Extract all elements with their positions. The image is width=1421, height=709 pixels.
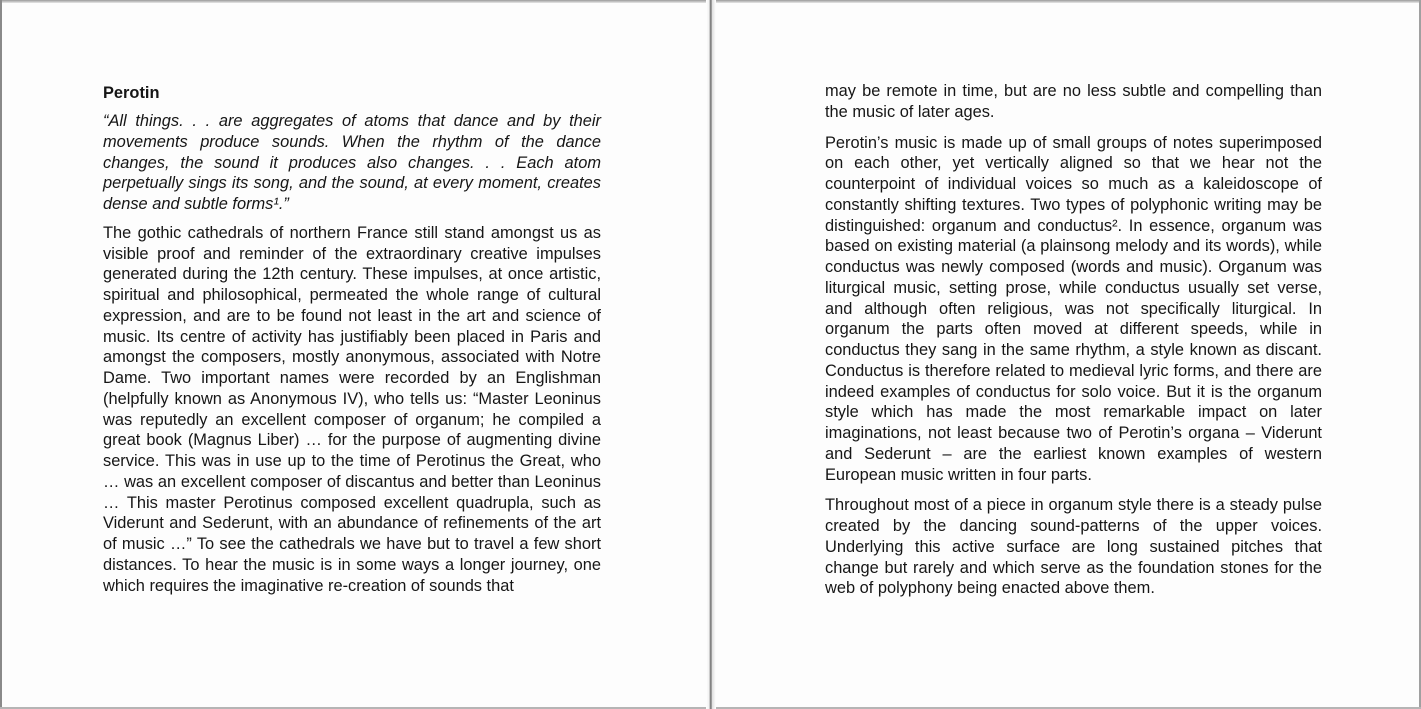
right-page [716,0,1421,709]
section-heading: Perotin [103,84,160,102]
body-paragraph: may be remote in time, but are no less subtle and compelling than the music of later ages. [825,82,1322,121]
epigraph-quote: “All things. . . are aggregates of atoms that dance and by their movements produce sounds. When the rhythm of the dance changes, the sound it produces also changes. . . Each atom perpetually sings its song, and the sound, at every moment, creates dense and subtle forms¹.” [103,112,601,213]
right-text-column [825,81,1322,609]
left-text-column [103,82,601,606]
book-gutter [706,0,716,709]
body-paragraph: Perotin’s music is made up of small groups of notes superimposed on each other, yet vertically aligned so that we hear not the counterpoint of individual voices so much as a kaleidoscope of constantly shifting textures. Two types of polyphonic writing may be distinguished: organum and conductus². In essence, organum was based on existing material (a plainsong melody and its words), while conductus was newly composed (words and music). Organum was liturgical music, setting prose, while conductus usually set verse, and although often religious, was not specifically liturgical. In organum the parts often moved at different speeds, while in conductus they sang in the same rhythm, a style known as discant. Conductus is therefore related to medieval lyric forms, and there are indeed examples of conductus for solo voice. But it is the organum style which has made the most remarkable impact on later imaginations, not least because two of Perotin’s organa – Viderunt and Sederunt – are the earliest known examples of western European music written in four parts. [825,133,1322,484]
body-paragraph: Throughout most of a piece in organum style there is a steady pulse created by the dancing sound-patterns of the upper voices. Underlying this active surface are long sustained pitches that change but rarely and which serve as the foundation stones for the web of polyphony being enacted above them. [825,496,1322,598]
left-page [0,0,706,709]
body-paragraph: The gothic cathedrals of northern France still stand amongst us as visible proof and reminder of the extraordinary creative impulses generated during the 12th century. These impulses, at once artistic, spiritual and philosophical, permeated the whole range of cultural expression, and are to be found not least in the art and science of music. Its centre of activity has justifiably been placed in Paris and amongst the composers, mostly anonymous, associated with Notre Dame. Two important names were recorded by an Englishman (helpfully known as Anonymous IV), who tells us: “Master Leoninus was reputedly an excellent composer of organum; he compiled a great book (Magnus Liber) … for the purpose of augmenting divine service. This was in use up to the time of Perotinus the Great, who … was an excellent composer of discantus and better than Leoninus … This master Perotinus composed excellent quadrupla, such as Viderunt and Sederunt, with an abundance of refinements of the art of music …” To see the cathedrals we have but to travel a few short distances. To hear the music is in some ways a longer journey, one which requires the imaginative re-creation of sounds that [103,223,601,595]
